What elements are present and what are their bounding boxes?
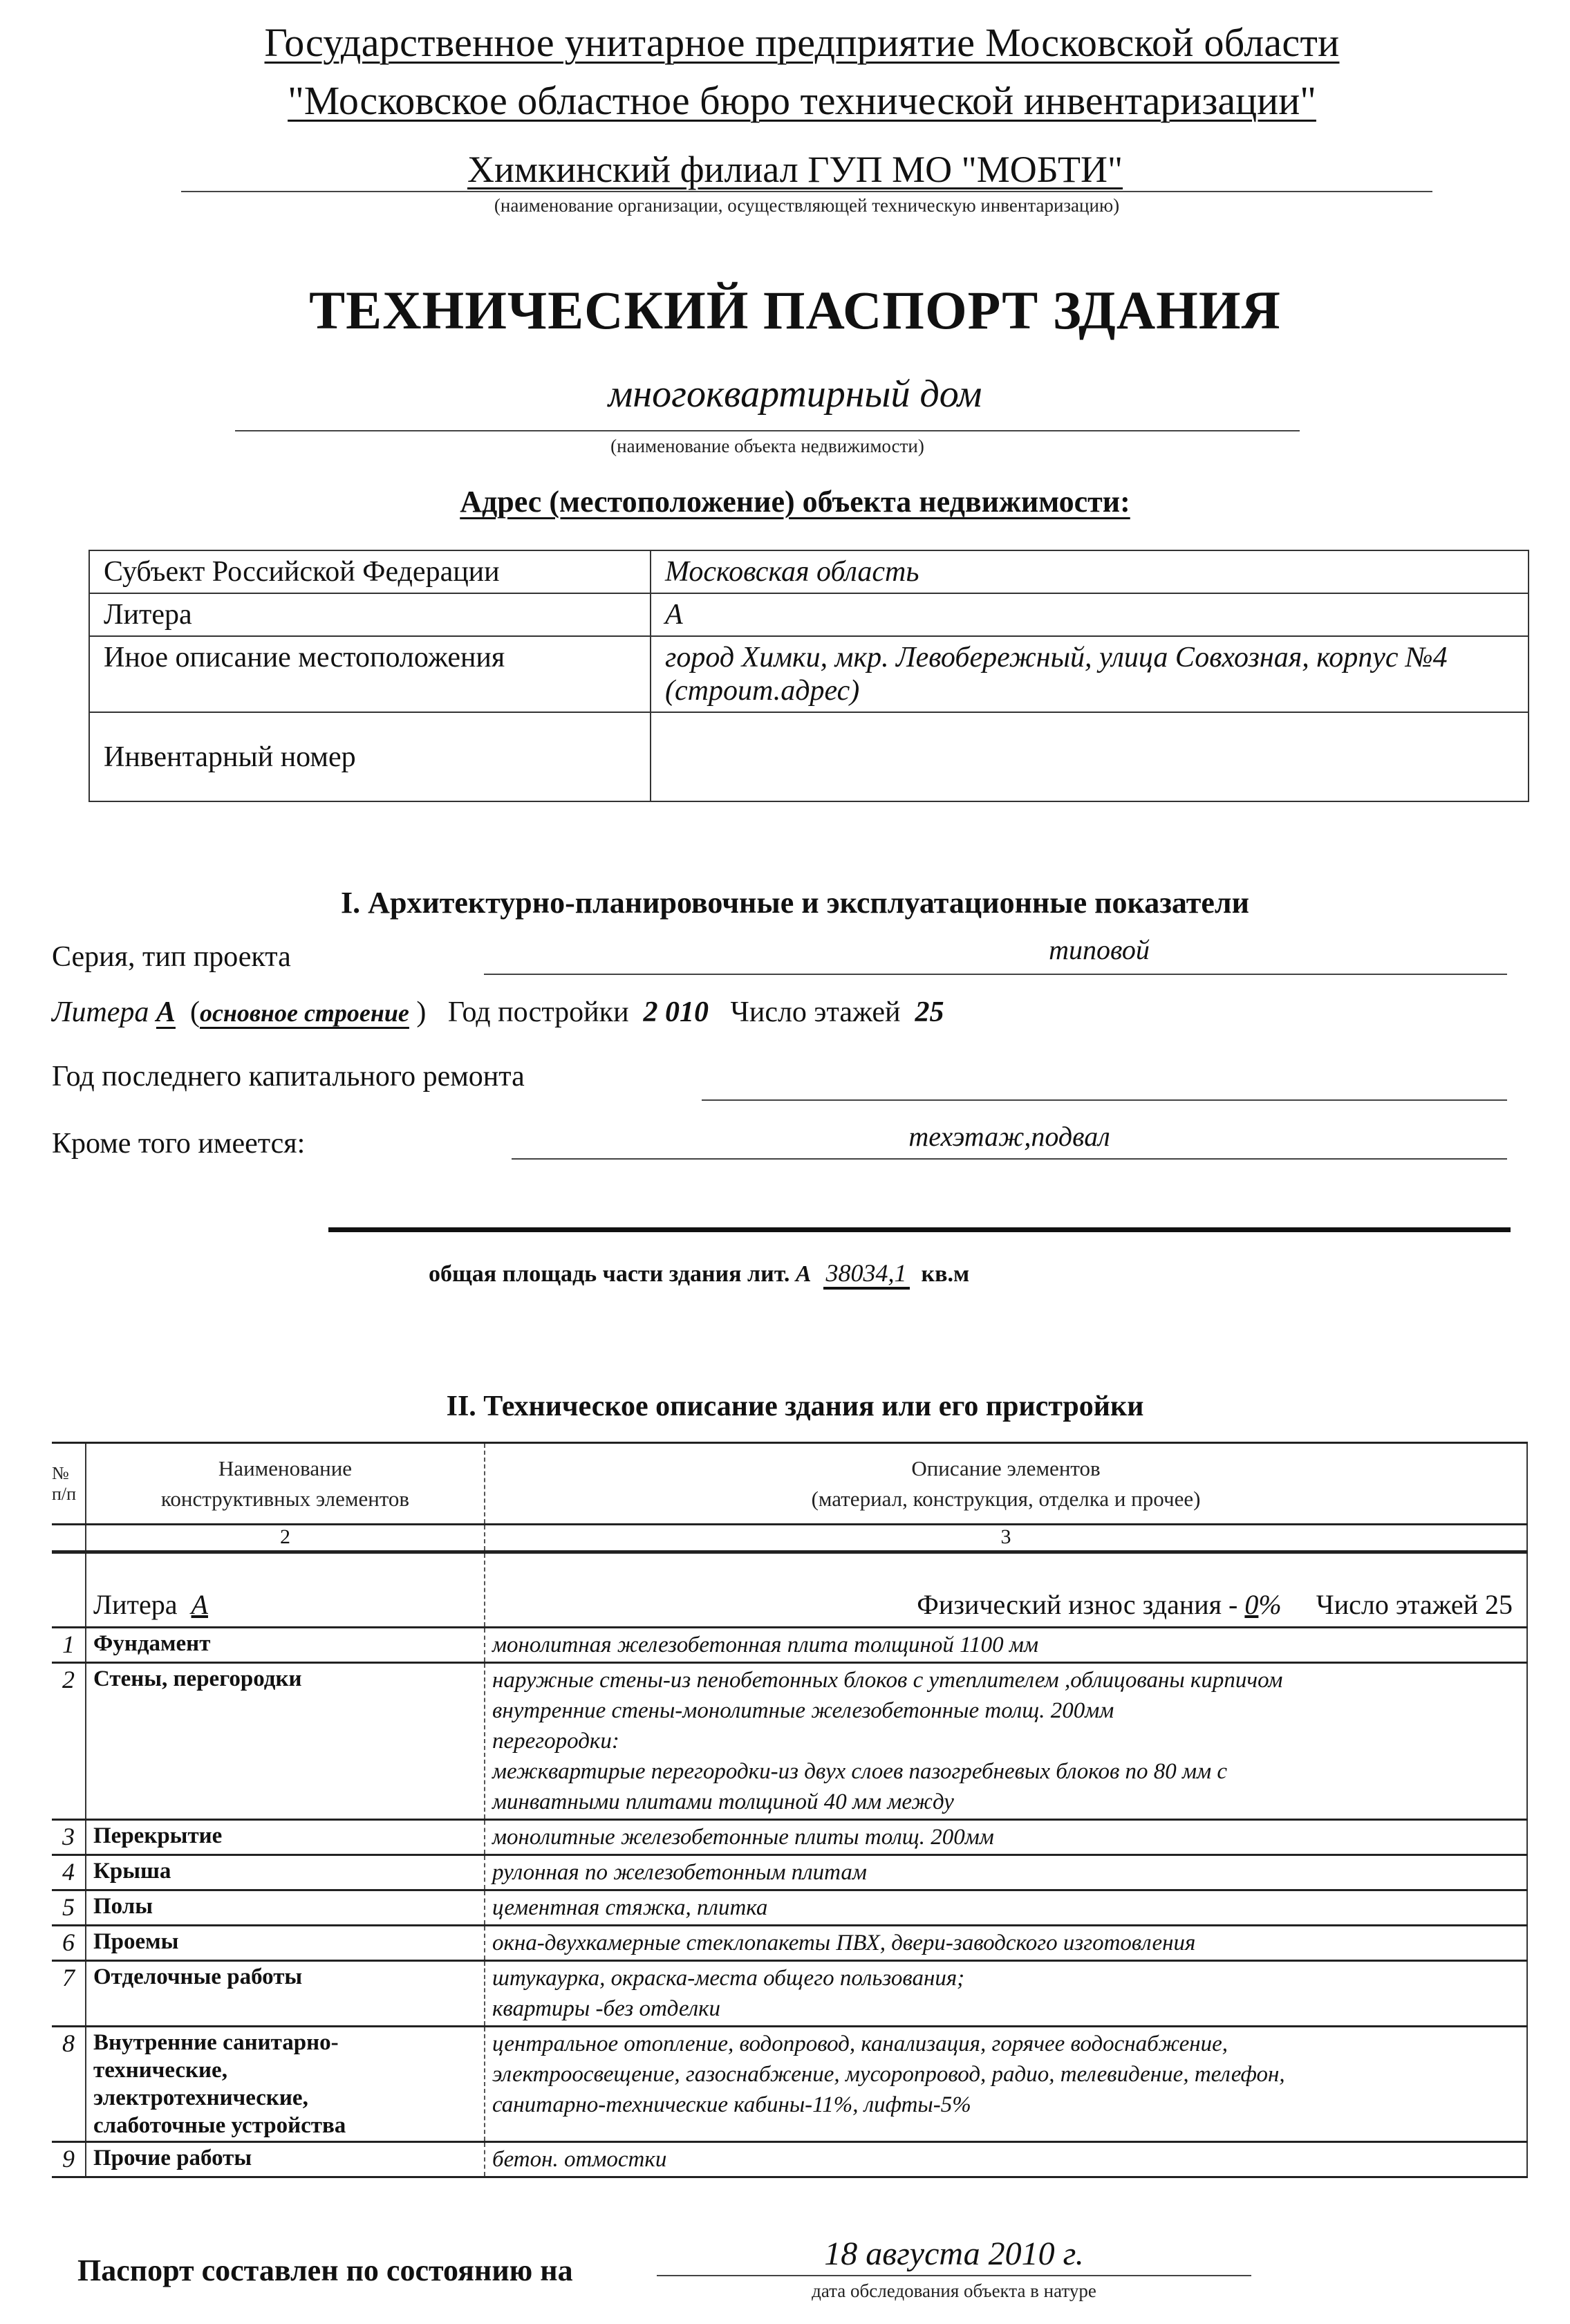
element-description-line: санитарно-технические кабины-11%, лифты-5% xyxy=(492,2092,971,2117)
table-row xyxy=(52,1890,1527,1926)
element-description-line: квартиры -без отделки xyxy=(492,1996,721,2021)
element-description-line: бетон. отмостки xyxy=(492,2147,667,2172)
element-name xyxy=(86,1855,485,1890)
table-row xyxy=(52,1628,1527,1663)
element-description xyxy=(485,1663,1527,1820)
address-table xyxy=(88,550,1529,802)
address-row-inventory xyxy=(89,712,1529,801)
table-row xyxy=(52,1820,1527,1855)
technical-rows xyxy=(52,1628,1527,2177)
col-index-num xyxy=(52,1525,86,1552)
year-built-value: 2 010 xyxy=(643,996,709,1028)
element-description xyxy=(485,1890,1527,1926)
element-description-line: окна-двухкамерные стеклопакеты ПВХ, двери-заводского изготовления xyxy=(492,1931,1196,1955)
element-description xyxy=(485,1926,1527,1961)
element-description-line: минватными плитами толщиной 40 мм между xyxy=(492,1790,954,1814)
element-description-line: межквартирые перегородки-из двух слоев пазогребневых блоков по 80 мм с xyxy=(492,1759,1228,1784)
element-name xyxy=(86,1926,485,1961)
series-label: Серия, тип проекта xyxy=(52,941,291,973)
series-value: типовой xyxy=(1049,934,1150,965)
row-number: 8 xyxy=(52,2027,86,2142)
col-index-desc: 3 xyxy=(485,1525,1527,1552)
wear-floors-label: Число этажей xyxy=(1316,1589,1478,1620)
object-name: многоквартирный дом xyxy=(608,373,982,416)
table-header-row xyxy=(52,1443,1527,1525)
litera-note: основное строение xyxy=(199,999,409,1027)
row-number: 6 xyxy=(52,1926,86,1961)
element-description-line: наружные стены-из пенобетонных блоков с утеплителем ,облицованы кирпичом xyxy=(492,1668,1283,1693)
litera-row-num xyxy=(52,1552,86,1628)
col-header-name-line2: конструктивных элементов xyxy=(160,1486,410,1511)
passport-date-value: 18 августа 2010 г. xyxy=(824,2235,1084,2272)
element-description-line: монолитные железобетонные плиты толщ. 200мм xyxy=(492,1825,994,1850)
address-value: Московская область xyxy=(651,550,1529,593)
element-description xyxy=(485,2142,1527,2177)
floors-value: 25 xyxy=(915,996,944,1028)
table-row xyxy=(52,1855,1527,1890)
element-name xyxy=(86,1961,485,2027)
document-title: ТЕХНИЧЕСКИЙ ПАСПОРТ ЗДАНИЯ xyxy=(309,280,1281,340)
passport-date-underline xyxy=(657,2275,1251,2276)
row-number: 3 xyxy=(52,1820,86,1855)
branch-name: Химкинский филиал ГУП МО "МОБТИ" xyxy=(467,149,1123,190)
object-name-underline xyxy=(235,430,1300,431)
col-header-desc-line2: (материал, конструкция, отделка и прочее) xyxy=(811,1486,1201,1511)
element-name xyxy=(86,1890,485,1926)
col-header-desc xyxy=(485,1443,1527,1525)
element-name-line: Крыша xyxy=(93,1859,171,1884)
element-name-line: Отделочные работы xyxy=(93,1964,303,1989)
litera-note-close: ) xyxy=(416,996,427,1028)
table-row xyxy=(52,1926,1527,1961)
col-header-name xyxy=(86,1443,485,1525)
element-description xyxy=(485,1961,1527,2027)
litera-note-open: ( xyxy=(189,996,200,1028)
table-row xyxy=(52,2142,1527,2177)
address-row-litera xyxy=(89,593,1529,636)
litera-label: Литера xyxy=(52,996,149,1028)
address-label: Иное описание местоположения xyxy=(89,636,651,712)
element-name xyxy=(86,1820,485,1855)
element-name xyxy=(86,2027,485,2142)
branch-caption: (наименование организации, осуществляющей техническую инвентаризацию) xyxy=(494,195,1120,216)
element-description-line: штукаурка, окраска-места общего пользования; xyxy=(492,1966,965,1991)
element-description-line: внутренние стены-монолитные железобетонные толщ. 200мм xyxy=(492,1698,1114,1723)
table-litera-row xyxy=(52,1552,1527,1628)
element-name-line: Прочие работы xyxy=(93,2146,252,2170)
element-description xyxy=(485,1628,1527,1663)
repair-year-label: Год последнего капитального ремонта xyxy=(52,1061,525,1093)
col-header-name-line1: Наименование xyxy=(218,1456,353,1480)
extra-underline xyxy=(512,1158,1507,1160)
element-description-line: монолитная железобетонная плита толщиной 1100 мм xyxy=(492,1633,1039,1657)
address-row-subject xyxy=(89,550,1529,593)
wear-value: 0 xyxy=(1244,1589,1259,1620)
element-name-line: Полы xyxy=(93,1894,153,1919)
element-description-line: рулонная по железобетонным плитам xyxy=(492,1860,867,1885)
col-header-num: № п/п xyxy=(52,1443,86,1525)
year-built-label: Год постройки xyxy=(447,996,629,1028)
element-name-line: слаботочные устройства xyxy=(93,2113,346,2138)
address-value: А xyxy=(651,593,1529,636)
element-name-line: Фундамент xyxy=(93,1631,211,1656)
passport-date-caption: дата обследования объекта в натуре xyxy=(812,2280,1096,2301)
series-underline xyxy=(484,974,1507,975)
element-description xyxy=(485,2027,1527,2142)
table-row xyxy=(52,2027,1527,2142)
element-name xyxy=(86,1628,485,1663)
element-description xyxy=(485,1820,1527,1855)
row-number: 7 xyxy=(52,1961,86,2027)
litera-row-value: А xyxy=(191,1589,208,1620)
element-description-line: цементная стяжка, плитка xyxy=(492,1895,768,1920)
address-value xyxy=(651,712,1529,801)
wear-label: Физический износ здания - xyxy=(917,1589,1238,1620)
passport-date-label: Паспорт составлен по состоянию на xyxy=(77,2253,573,2287)
element-name-line: электротехнические, xyxy=(93,2085,308,2110)
table-index-row xyxy=(52,1525,1527,1552)
address-label: Субъект Российской Федерации xyxy=(89,550,651,593)
address-heading: Адрес (местоположение) объекта недвижимости: xyxy=(460,485,1130,519)
element-description-line: электроосвещение, газоснабжение, мусоропровод, радио, телевидение, телефон, xyxy=(492,2062,1285,2087)
organization-name-line2: "Московское областное бюро технической инвентаризации" xyxy=(288,78,1316,123)
branch-underline xyxy=(181,191,1432,192)
element-name-line: Проемы xyxy=(93,1929,179,1954)
address-label: Инвентарный номер xyxy=(89,712,651,801)
row-number: 5 xyxy=(52,1890,86,1926)
element-name xyxy=(86,2142,485,2177)
table-row xyxy=(52,1663,1527,1820)
wear-floors-value: 25 xyxy=(1485,1589,1513,1620)
area-litera: А xyxy=(795,1261,812,1287)
extra-value: техэтаж,подвал xyxy=(908,1121,1110,1152)
technical-description-table xyxy=(52,1442,1528,2178)
extra-label: Кроме того имеется: xyxy=(52,1128,306,1160)
litera-row-label-text: Литера xyxy=(93,1589,178,1620)
row-number: 9 xyxy=(52,2142,86,2177)
floors-label: Число этажей xyxy=(730,996,901,1028)
element-description-line: перегородки: xyxy=(492,1729,619,1754)
section1-heading: I. Архитектурно-планировочные и эксплуатационные показатели xyxy=(341,886,1249,920)
element-name xyxy=(86,1663,485,1820)
table-row xyxy=(52,1961,1527,2027)
organization-name-line1: Государственное унитарное предприятие Московской области xyxy=(264,20,1340,65)
row-number: 1 xyxy=(52,1628,86,1663)
address-label: Литера xyxy=(89,593,651,636)
repair-year-underline xyxy=(702,1099,1507,1101)
col-index-name: 2 xyxy=(86,1525,485,1552)
address-value: город Химки, мкр. Левобережный, улица Совхозная, корпус №4 (строит.адрес) xyxy=(651,636,1529,712)
area-value: 38034,1 xyxy=(823,1259,910,1290)
litera-info-row xyxy=(52,996,944,1029)
area-label: общая площадь части здания лит. xyxy=(429,1261,790,1287)
element-name-line: Перекрытие xyxy=(93,1823,223,1848)
section-divider xyxy=(328,1227,1511,1232)
element-name-line: Стены, перегородки xyxy=(93,1666,302,1691)
total-area-row xyxy=(429,1258,969,1288)
object-name-caption: (наименование объекта недвижимости) xyxy=(610,436,924,456)
element-name-line: Внутренние санитарно- xyxy=(93,2030,339,2055)
wear-unit: % xyxy=(1258,1589,1282,1620)
row-number: 4 xyxy=(52,1855,86,1890)
litera-value: А xyxy=(156,996,176,1028)
litera-row-label xyxy=(86,1552,485,1628)
section2-heading: II. Техническое описание здания или его пристройки xyxy=(446,1391,1144,1422)
address-row-location xyxy=(89,636,1529,712)
row-number: 2 xyxy=(52,1663,86,1820)
element-description-line: центральное отопление, водопровод, канализация, горячее водоснабжение, xyxy=(492,2032,1228,2056)
element-name-line: технические, xyxy=(93,2058,227,2083)
litera-row-info xyxy=(485,1552,1527,1628)
area-unit: кв.м xyxy=(921,1261,970,1287)
col-header-desc-line1: Описание элементов xyxy=(911,1456,1101,1480)
element-description xyxy=(485,1855,1527,1890)
